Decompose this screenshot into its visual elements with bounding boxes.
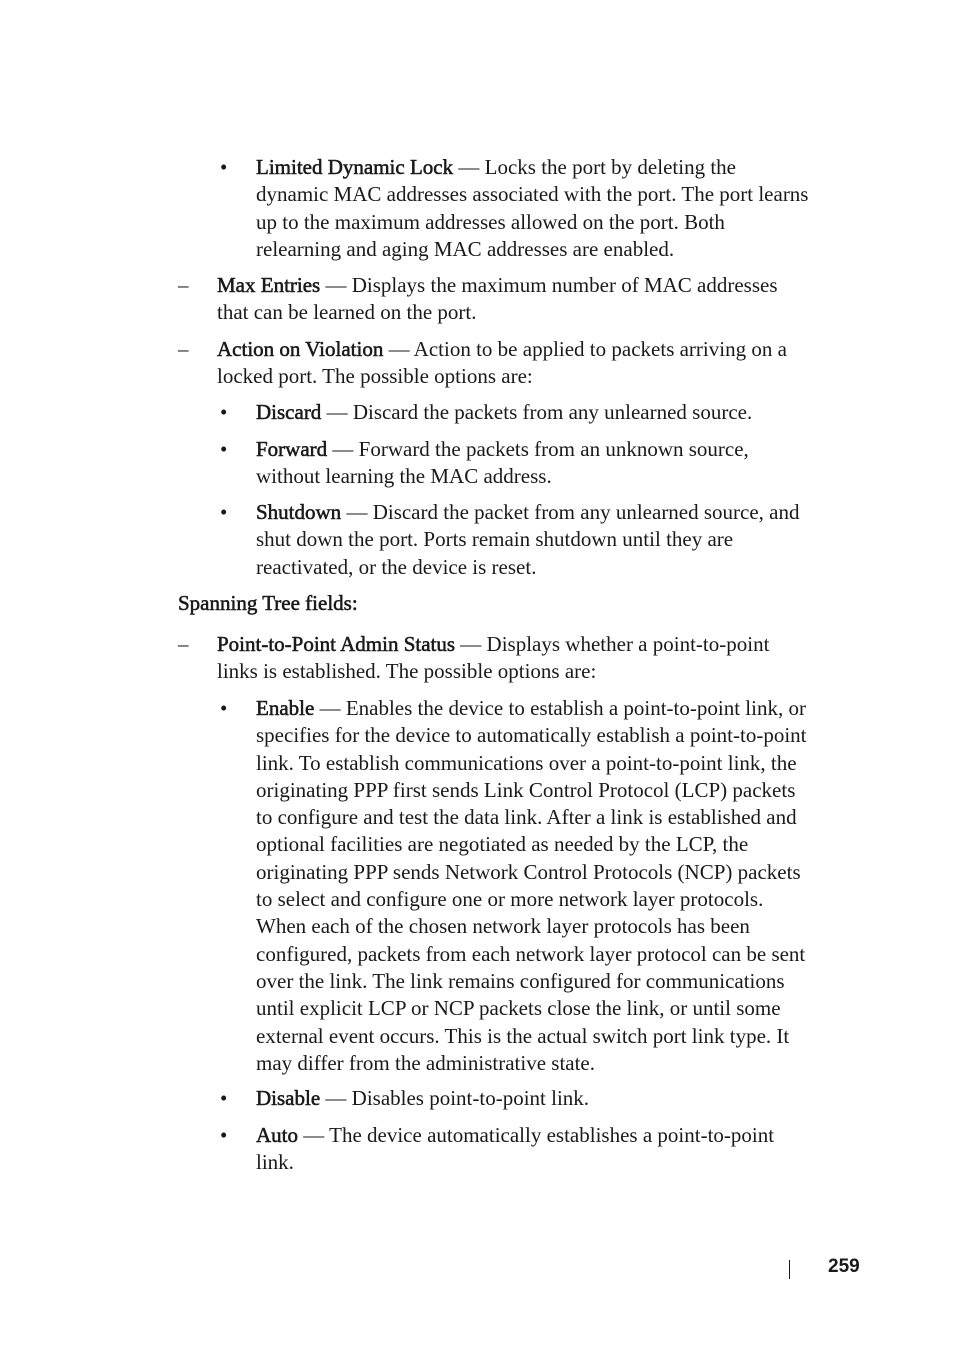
description-line: — Action to be applied to packets arriving on a <box>383 337 787 361</box>
bullet-marker: • <box>220 696 228 720</box>
description-line: links is established. The possible options are: <box>217 659 597 684</box>
dash-marker: – <box>178 337 189 361</box>
term-discard: Discard <box>256 400 322 424</box>
term-auto: Auto <box>256 1123 298 1147</box>
term-limited-dynamic-lock: Limited Dynamic Lock <box>256 155 454 179</box>
list-item-max-entries <box>217 272 778 327</box>
description-line: link. <box>256 1150 294 1175</box>
list-item-limited-dynamic-lock <box>256 154 808 263</box>
footer-divider <box>789 1260 790 1279</box>
page-number: 259 <box>828 1256 860 1277</box>
bullet-marker: • <box>220 400 228 424</box>
list-item-discard <box>256 399 752 426</box>
description-line: originating PPP first sends Link Control Protocol (LCP) packets <box>256 777 796 802</box>
term-max-entries: Max Entries <box>217 273 321 297</box>
description-line: up to the maximum addresses allowed on the port. Both <box>256 209 725 234</box>
dash-marker: – <box>178 632 189 656</box>
description-line: to configure and test the data link. After a link is established and <box>256 805 797 830</box>
term-disable: Disable <box>256 1086 321 1110</box>
list-item-shutdown <box>256 499 800 581</box>
description-line: configured, packets from each network layer protocol can be sent <box>256 941 806 966</box>
list-item-disable <box>256 1085 589 1112</box>
dash-marker: – <box>178 273 189 297</box>
description-line: optional facilities are negotiated as needed by the LCP, the <box>256 832 749 857</box>
list-item-enable <box>256 695 807 1077</box>
bullet-marker: • <box>220 1086 228 1110</box>
description-line: may differ from the administrative state. <box>256 1050 596 1075</box>
description-line: locked port. The possible options are: <box>217 364 533 389</box>
description-line: — Enables the device to establish a point-to-point link, or <box>314 696 806 720</box>
description-line: that can be learned on the port. <box>217 300 477 325</box>
bullet-marker: • <box>220 437 228 461</box>
description-line: reactivated, or the device is reset. <box>256 554 537 579</box>
description-line: — Locks the port by deleting the <box>453 155 736 179</box>
list-item-forward <box>256 436 749 491</box>
term-enable: Enable <box>256 696 315 720</box>
description-line: — Displays whether a point-to-point <box>455 632 770 656</box>
list-item-action-on-violation <box>217 336 787 391</box>
description-line: — Forward the packets from an unknown source, <box>327 437 749 461</box>
description-line: dynamic MAC addresses associated with the port. The port learns <box>256 182 809 207</box>
description-line: relearning and aging MAC addresses are enabled. <box>256 236 675 261</box>
description-line: originating PPP sends Network Control Protocols (NCP) packets <box>256 859 801 884</box>
description-line: shut down the port. Ports remain shutdown until they are <box>256 527 734 552</box>
description-line: specifies for the device to automatically establish a point-to-point <box>256 723 807 748</box>
description-line: When each of the chosen network layer protocols has been <box>256 914 750 939</box>
term-shutdown: Shutdown <box>256 500 342 524</box>
term-action-on-violation: Action on Violation <box>217 337 384 361</box>
term-point-to-point-admin-status: Point-to-Point Admin Status <box>217 632 456 656</box>
section-heading-spanning-tree: Spanning Tree fields: <box>178 591 358 615</box>
bullet-marker: • <box>220 1123 228 1147</box>
list-item-auto <box>256 1122 774 1177</box>
description-line: over the link. The link remains configured for communications <box>256 968 785 993</box>
description-line: without learning the MAC address. <box>256 464 552 489</box>
description-line: — Displays the maximum number of MAC addresses <box>320 273 778 297</box>
description-line: — Discard the packets from any unlearned source. <box>321 400 753 424</box>
description-line: until explicit LCP or NCP packets close the link, or until some <box>256 996 781 1021</box>
description-line: to select and configure one or more network layer protocols. <box>256 887 764 912</box>
description-line: external event occurs. This is the actual switch port link type. It <box>256 1023 790 1048</box>
description-line: — Disables point-to-point link. <box>320 1086 590 1110</box>
bullet-marker: • <box>220 500 228 524</box>
description-line: — The device automatically establishes a point-to-point <box>298 1123 775 1147</box>
bullet-marker: • <box>220 155 228 179</box>
term-forward: Forward <box>256 437 328 461</box>
description-line: link. To establish communications over a point-to-point link, the <box>256 750 797 775</box>
description-line: — Discard the packet from any unlearned source, and <box>341 500 800 524</box>
list-item-point-to-point-admin-status <box>217 631 769 686</box>
